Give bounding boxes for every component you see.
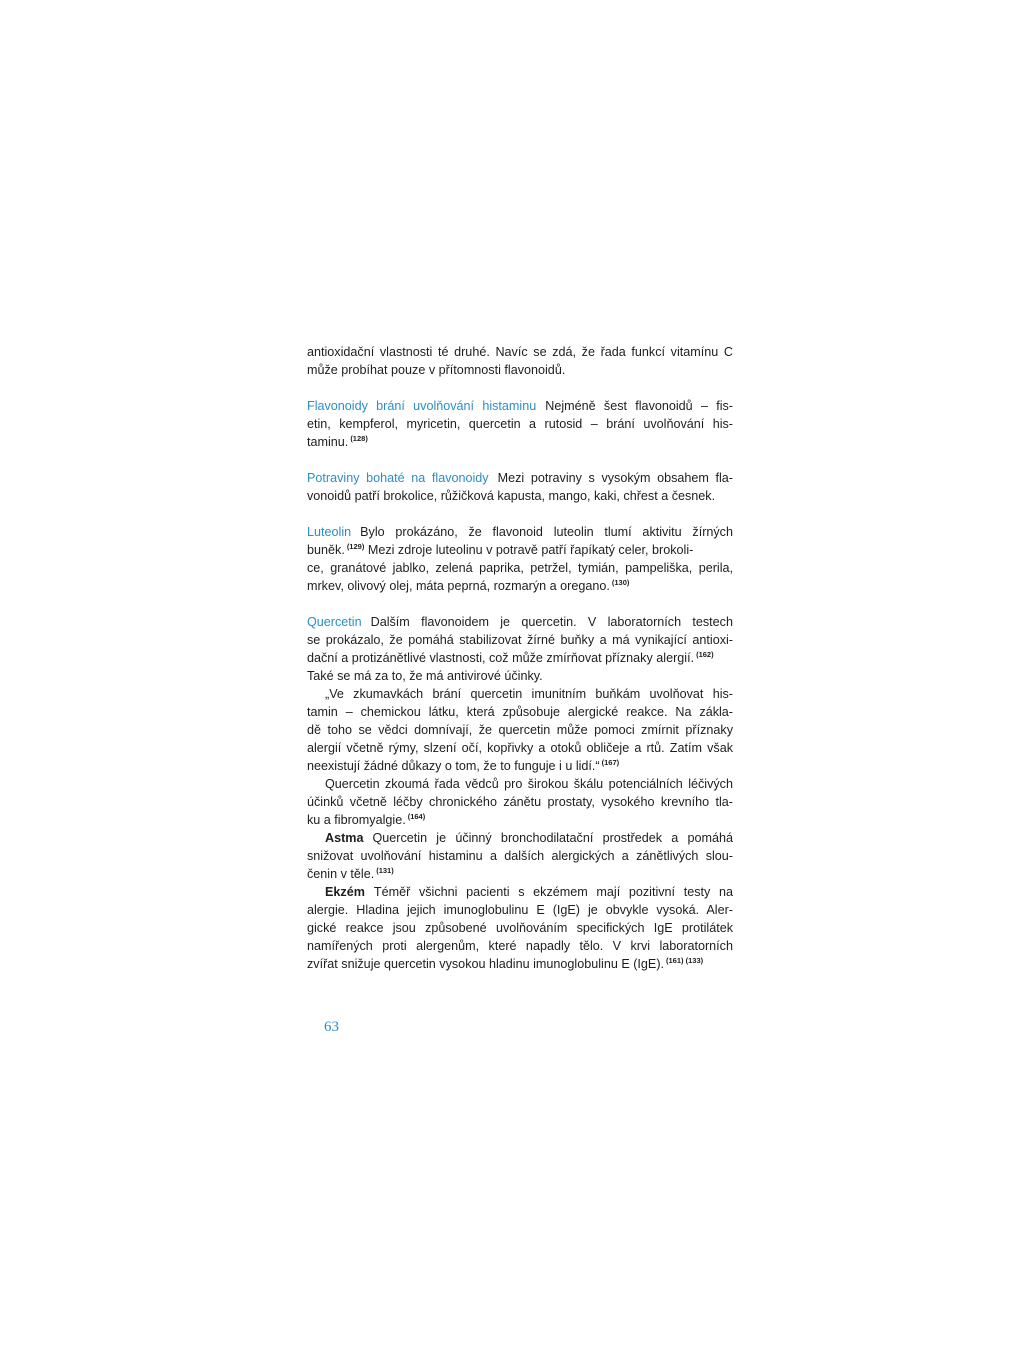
- section-luteolin: [307, 523, 733, 595]
- section-flavonoids-histamine: [307, 397, 733, 451]
- text-line: antioxidační vlastnosti té druhé. Navíc se zdá, že řada funkcí vitamínu C: [307, 345, 733, 359]
- text-line: neexistují žádné důkazy o tom, že to funguje i u lidí.“ $^{(167)}$: [307, 758, 620, 773]
- subsection-heading: Ekzém: [325, 885, 365, 899]
- text-line: namířených proti alergenům, které napadly tělo. V krvi laboratorních: [307, 939, 733, 953]
- page-number: 63: [324, 1019, 339, 1035]
- text-line: zvířat snižuje quercetin vysokou hladinu imunoglobulinu E (IgE). $^{(161) (133)}$: [307, 956, 704, 971]
- citation-ref: (128): [350, 434, 368, 443]
- citation-ref: (164): [407, 812, 426, 821]
- body-text: [307, 343, 733, 973]
- text-line: snižovat uvolňování histaminu a dalších alergických a zánětlivých slou-: [307, 849, 733, 863]
- section-heading: Quercetin: [307, 615, 362, 629]
- text-line: Potraviny bohaté na flavonoidy Mezi potraviny s vysokým obsahem fla-: [307, 471, 733, 485]
- text-line: Astma Quercetin je účinný bronchodilatační prostředek a pomáhá: [325, 831, 733, 845]
- text-line: Ekzém Téměř všichni pacienti s ekzémem mají pozitivní testy na: [325, 885, 733, 899]
- intro-paragraph: [307, 343, 733, 379]
- text-line: taminu. $^{(128)}$: [307, 434, 368, 449]
- section-heading: Flavonoidy brání uvolňování histaminu: [307, 399, 537, 413]
- citation-ref: (167): [601, 758, 620, 767]
- text-line: gické reakce jsou způsobené uvolňováním specifických IgE protilátek: [307, 921, 733, 935]
- section-rich-foods: [307, 469, 733, 505]
- text-line: dě toho se vědci domnívají, že quercetin může pomoci zmírnit příznaky: [307, 723, 733, 737]
- citation-ref: (161) (133): [666, 956, 704, 965]
- text-line: „Ve zkumavkách brání quercetin imunitním buňkám uvolňovat his-: [325, 687, 733, 701]
- text-line: čenin v těle. $^{(131)}$: [307, 866, 394, 881]
- text-line: ce, granátové jablko, zelená paprika, petržel, tymián, pampeliška, perila,: [307, 561, 733, 575]
- text-line: alergií včetně rýmy, slzení očí, kopřivky a otoků obličeje a rtů. Zatím však: [307, 741, 733, 755]
- citation-ref: (130): [611, 578, 630, 587]
- text-line: etin, kempferol, myricetin, quercetin a rutosid – brání uvolňování his-: [307, 417, 733, 431]
- text-line: Quercetin Dalším flavonoidem je quercetin. V laboratorních testech: [307, 615, 733, 629]
- text-line: alergie. Hladina jejich imunoglobulinu E (IgE) je obvykle vysoká. Aler-: [307, 903, 733, 917]
- text-line: může probíhat pouze v přítomnosti flavonoidů.: [307, 363, 566, 377]
- section-quercetin: [307, 613, 733, 829]
- text-line: Flavonoidy brání uvolňování histaminu Nejméně šest flavonoidů – fis-: [307, 399, 734, 413]
- section-heading: Luteolin: [307, 525, 352, 539]
- subsection-heading: Astma: [325, 831, 364, 845]
- text-line: Také se má za to, že má antivirové účinky.: [307, 669, 543, 683]
- citation-ref: (162): [696, 650, 714, 659]
- section-asthma: [307, 829, 733, 883]
- text-line: tamin – chemickou látku, která způsobuje alergické reakce. Na zákla-: [307, 705, 733, 719]
- text-line: se prokázalo, že pomáhá stabilizovat žírné buňky a má vynikající antioxi-: [307, 633, 733, 647]
- text-line: mrkev, olivový olej, máta peprná, rozmarýn a oregano. $^{(130)}$: [307, 578, 630, 593]
- section-eczema: [307, 883, 733, 973]
- text-line: Luteolin Bylo prokázáno, že flavonoid luteolin tlumí aktivitu žírných: [307, 525, 733, 539]
- text-line: Quercetin zkoumá řada vědců pro širokou škálu potenciálních léčivých: [325, 777, 733, 791]
- section-heading: Potraviny bohaté na flavonoidy: [307, 471, 489, 485]
- text-line: buněk. $^{(129)}$ Mezi zdroje luteolinu v potravě patří řapíkatý celer, brokoli-: [307, 542, 694, 557]
- citation-ref: (129): [346, 542, 365, 551]
- citation-ref: (131): [376, 866, 394, 875]
- text-line: ku a fibromyalgie. $^{(164)}$: [307, 812, 426, 827]
- text-line: dační a protizánětlivé vlastnosti, což může zmírňovat příznaky alergií. $^{(162)}$: [307, 650, 714, 665]
- text-line: vonoidů patří brokolice, růžičková kapusta, mango, kaki, chřest a česnek.: [307, 489, 716, 503]
- text-line: účinků včetně léčby chronického zánětu prostaty, vysokého krevního tla-: [307, 795, 733, 809]
